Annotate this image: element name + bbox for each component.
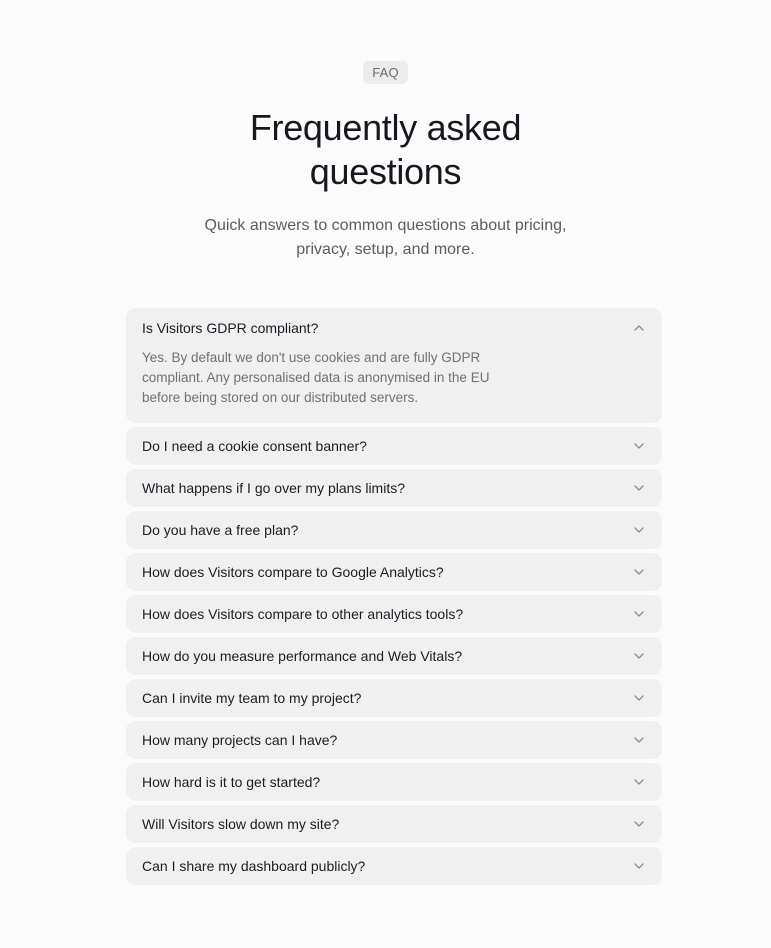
chevron-down-icon[interactable]: [633, 482, 645, 494]
faq-item[interactable]: [126, 469, 662, 507]
chevron-down-icon[interactable]: [633, 734, 645, 746]
chevron-down-icon[interactable]: [633, 608, 645, 620]
faq-item[interactable]: [126, 763, 662, 801]
faq-question[interactable]: Can I share my dashboard publicly?: [142, 858, 366, 874]
faq-item[interactable]: [126, 637, 662, 675]
faq-question[interactable]: How does Visitors compare to other analytics tools?: [142, 606, 464, 622]
faq-item[interactable]: [126, 679, 662, 717]
faq-badge: FAQ: [363, 61, 408, 84]
chevron-down-icon[interactable]: [633, 776, 645, 788]
faq-question[interactable]: How does Visitors compare to Google Analytics?: [142, 564, 444, 580]
faq-question[interactable]: How hard is it to get started?: [142, 774, 321, 790]
chevron-down-icon[interactable]: [633, 860, 645, 872]
chevron-up-icon[interactable]: [633, 322, 645, 334]
chevron-down-icon[interactable]: [633, 524, 645, 536]
faq-item[interactable]: [126, 553, 662, 591]
faq-question[interactable]: Will Visitors slow down my site?: [142, 816, 340, 832]
faq-question[interactable]: Do I need a cookie consent banner?: [142, 438, 367, 454]
chevron-down-icon[interactable]: [633, 818, 645, 830]
faq-question[interactable]: How many projects can I have?: [142, 732, 338, 748]
chevron-down-icon[interactable]: [633, 440, 645, 452]
faq-question[interactable]: How do you measure performance and Web Vitals?: [142, 648, 463, 664]
faq-header: [0, 61, 771, 262]
faq-list: [126, 308, 662, 889]
faq-question[interactable]: Do you have a free plan?: [142, 522, 299, 538]
chevron-down-icon[interactable]: [633, 566, 645, 578]
chevron-down-icon[interactable]: [633, 650, 645, 662]
faq-item[interactable]: [126, 595, 662, 633]
faq-question[interactable]: Can I invite my team to my project?: [142, 690, 362, 706]
page-subtitle: Quick answers to common questions about pricing, privacy, setup, and more.: [204, 217, 567, 258]
faq-item[interactable]: [126, 427, 662, 465]
faq-question[interactable]: What happens if I go over my plans limits?: [142, 480, 406, 496]
faq-item[interactable]: [126, 847, 662, 885]
page-title: Frequently asked questions: [249, 107, 522, 192]
faq-item[interactable]: [126, 511, 662, 549]
faq-item[interactable]: [126, 805, 662, 843]
faq-question[interactable]: Is Visitors GDPR compliant?: [142, 320, 319, 336]
faq-item[interactable]: [126, 308, 662, 423]
chevron-down-icon[interactable]: [633, 692, 645, 704]
faq-item[interactable]: [126, 721, 662, 759]
faq-answer: Yes. By default we don't use cookies and are fully GDPR compliant. Any personalised data is anonymised in the EU before being stored on our distributed servers.: [142, 350, 490, 405]
